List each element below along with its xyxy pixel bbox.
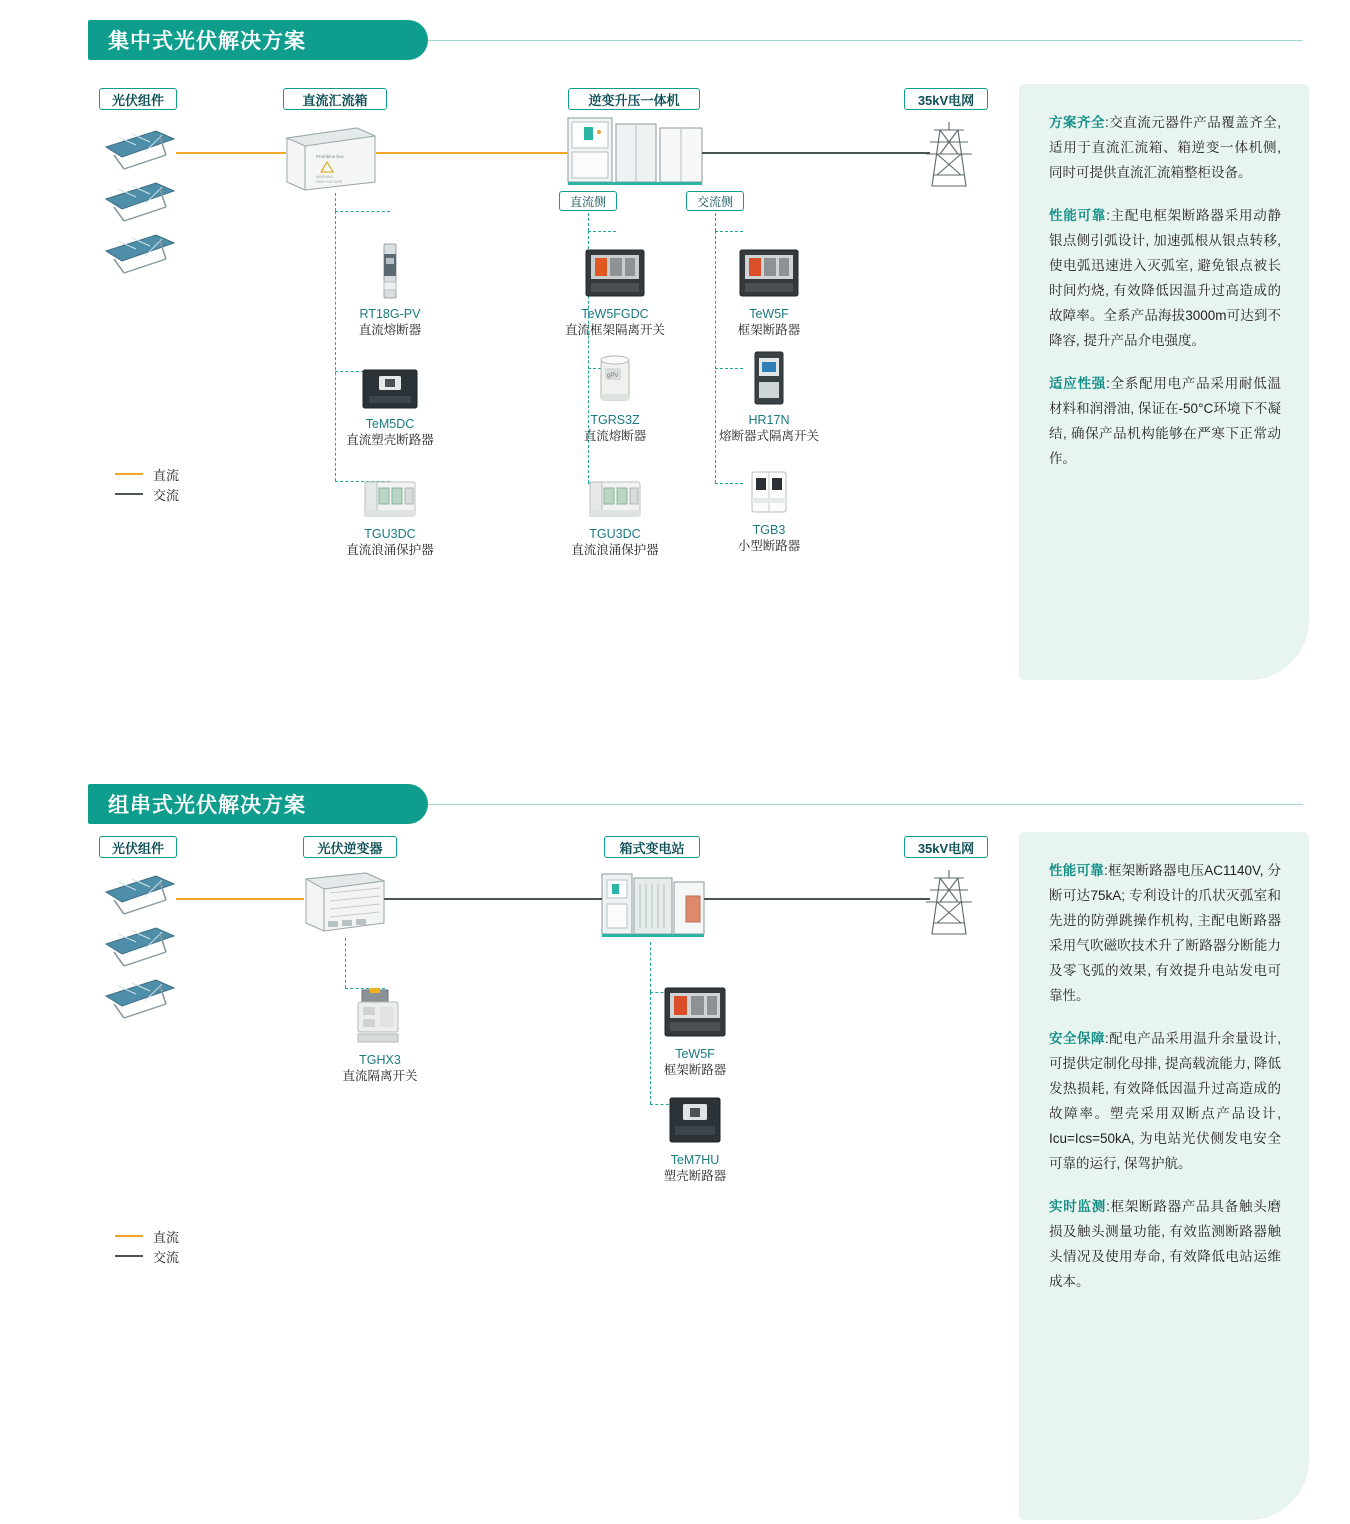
stage-label-pv-inverter: 光伏逆变器 (303, 836, 397, 858)
sub-label-dc-side: 直流侧 (559, 191, 617, 211)
device-item (315, 352, 465, 448)
info-text: :交直流元器件产品覆盖齐全, 适用于直流汇流箱、箱逆变一体机侧, 同时可提供直流汇流箱整柜设备。 (1049, 115, 1281, 180)
info-panel-centralized (1019, 84, 1309, 680)
legend-label-ac: 交流 (153, 487, 180, 503)
miniature-breaker-icon (694, 458, 844, 516)
legend-swatch-dc (115, 473, 143, 475)
transmission-tower-icon (920, 120, 978, 193)
section-title-banner (88, 784, 428, 824)
svg-text:gPV: gPV (607, 373, 619, 379)
info-text: :全系配用电产品采用耐低温材料和润滑油, 保证在-50°C环境下不凝结, 确保产品机构能够在严寒下正常动作。 (1049, 376, 1281, 466)
section-title-banner (88, 20, 428, 60)
device-name: TGU3DC (589, 527, 641, 541)
device-desc: 直流隔离开关 (342, 1069, 418, 1083)
device-item (315, 462, 465, 558)
legend-label-dc: 直流 (153, 1229, 180, 1245)
legend (115, 1226, 179, 1266)
svg-text:WARNING: WARNING (316, 175, 334, 179)
device-desc: 塑壳断路器 (663, 1169, 727, 1183)
info-paragraph (1049, 203, 1281, 353)
device-name: TGU3DC (364, 527, 416, 541)
legend-label-dc: 直流 (153, 467, 180, 483)
pv-panels-icon (100, 125, 186, 295)
device-desc: 直流框架隔离开关 (564, 323, 665, 337)
ac-line-inverter-to-substation (384, 898, 602, 900)
dc-line-combiner-to-inverter (376, 152, 568, 154)
device-name: TGHX3 (359, 1053, 401, 1067)
info-panel-string (1019, 832, 1309, 1520)
svg-text:!: ! (323, 167, 325, 172)
transmission-tower-icon (920, 868, 978, 941)
info-text: :框架断路器产品具备触头磨损及触头测量功能, 有效监测断路器触头情况及使用寿命, 有效降低电站运维成本。 (1049, 1199, 1281, 1289)
info-paragraph (1049, 1194, 1281, 1294)
info-lead: 方案齐全 (1049, 115, 1105, 130)
device-item (540, 242, 690, 338)
device-item (694, 242, 844, 338)
device-name: TGRS3Z (590, 413, 640, 427)
info-text: :框架断路器电压AC1140V, 分断可达75kA; 专利设计的爪状灭弧室和先进的防弹跳操作机构, 主配电断路器采用气吹磁吹技术升了断路器分断能力及零飞弧的效果, 有效提升电站发电可靠性。 (1049, 863, 1281, 1003)
air-circuit-breaker-icon (620, 982, 770, 1040)
pv-module-array (100, 870, 186, 1045)
dc-line-pv-to-combiner (176, 152, 286, 154)
device-name: TeM7HU (670, 1153, 720, 1167)
info-text: :主配电框架断路器采用动静银点侧引弧设计, 加速弧根从银点转移, 使电弧迅速进入灭弧室, 避免银点被长时间灼烧, 有效降低因温升过高造成的故障率。全系产品海拔3000m可达到不降容, 提升产品介电强度。 (1049, 208, 1281, 348)
legend-row-ac (115, 484, 179, 504)
device-name: TeM5DC (365, 417, 415, 431)
device-name: TeW5F (675, 1047, 715, 1061)
dash-acside-h1 (715, 231, 743, 232)
device-name: TeW5F (749, 307, 789, 321)
molded-case-breaker-icon (315, 352, 465, 410)
string-inverter-icon (300, 869, 390, 942)
stage-label-box-substation: 箱式变电站 (604, 836, 700, 858)
air-circuit-breaker-icon (694, 242, 844, 300)
device-desc: 直流熔断器 (358, 323, 422, 337)
info-lead: 性能可靠 (1049, 208, 1107, 223)
info-paragraph (1049, 1026, 1281, 1176)
dash-combiner-h (335, 211, 390, 212)
device-desc: 直流塑壳断路器 (346, 433, 434, 447)
device-desc: 熔断器式隔离开关 (718, 429, 819, 443)
inverter-booster-cabinet-icon (566, 110, 706, 193)
device-desc: 框架断路器 (737, 323, 801, 337)
stage-label-pv-module: 光伏组件 (99, 836, 177, 858)
device-name: TeW5FGDC (581, 307, 649, 321)
info-lead: 安全保障 (1049, 1031, 1105, 1046)
legend (115, 464, 179, 504)
legend-swatch-ac (115, 1255, 143, 1257)
device-item (540, 462, 690, 558)
info-text: :配电产品采用温升余量设计, 可提供定制化母排, 提高载流能力, 降低发热损耗, 有效降低因温升过高造成的故障率。塑壳采用双断点产品设计, Icu=Ics=50kA, 为电站光伏侧发电安全可靠的运行, 保驾护航。 (1049, 1031, 1281, 1171)
device-item (620, 1088, 770, 1184)
pv-module-array (100, 125, 186, 300)
molded-case-breaker-icon (620, 1088, 770, 1146)
device-item (620, 982, 770, 1078)
section-title: 集中式光伏解决方案 (108, 30, 306, 53)
stage-label-grid: 35kV电网 (904, 836, 988, 858)
dash-dcside-h1 (588, 231, 616, 232)
stage-label-inverter-booster: 逆变升压一体机 (568, 88, 700, 110)
info-paragraph (1049, 371, 1281, 471)
cylindrical-fuse-icon (540, 348, 690, 406)
legend-swatch-dc (115, 1235, 143, 1237)
info-lead: 适应性强 (1049, 376, 1107, 391)
fuse-holder-icon (315, 242, 465, 300)
box-substation-icon (600, 862, 708, 947)
dc-combiner-box-icon (283, 124, 379, 197)
device-item (694, 458, 844, 554)
dc-line-pv-to-inverter (176, 898, 304, 900)
device-item (305, 988, 455, 1084)
info-paragraph (1049, 858, 1281, 1008)
legend-swatch-ac (115, 493, 143, 495)
info-lead: 性能可靠 (1049, 863, 1104, 878)
surge-protector-icon (540, 462, 690, 520)
fuse-switch-disconnector-icon (694, 348, 844, 406)
device-name: TGB3 (752, 523, 786, 537)
device-desc: 直流浪涌保护器 (571, 543, 659, 557)
legend-row-ac (115, 1246, 179, 1266)
stage-label-grid: 35kV电网 (904, 88, 988, 110)
section-string-pv (0, 752, 1350, 1524)
device-name: RT18G-PV (359, 307, 421, 321)
dash-inverter-stem (345, 938, 346, 988)
device-name: HR17N (748, 413, 790, 427)
device-desc: 小型断路器 (737, 539, 801, 553)
dash-acside-stem (715, 213, 716, 231)
section-title: 组串式光伏解决方案 (108, 794, 306, 817)
rotary-isolator-icon (305, 988, 455, 1046)
info-lead: 实时监测 (1049, 1199, 1107, 1214)
device-desc: 直流熔断器 (583, 429, 647, 443)
device-item (315, 242, 465, 338)
legend-row-dc (115, 1226, 179, 1246)
device-item (694, 348, 844, 444)
section-centralized-pv (0, 0, 1350, 740)
device-desc: 直流浪涌保护器 (346, 543, 434, 557)
legend-row-dc (115, 464, 179, 484)
svg-text:Prombine box: Prombine box (316, 154, 344, 159)
stage-label-pv-module: 光伏组件 (99, 88, 177, 110)
device-desc: 框架断路器 (663, 1063, 727, 1077)
dash-combiner-stem (335, 193, 336, 211)
legend-label-ac: 交流 (153, 1249, 180, 1265)
sub-label-ac-side: 交流侧 (686, 191, 744, 211)
dash-dcside-stem (588, 213, 589, 231)
ac-line-inverter-to-grid (702, 152, 930, 154)
stage-label-dc-combiner: 直流汇流箱 (283, 88, 387, 110)
frame-isolator-icon (540, 242, 690, 300)
svg-text:HIGH VOLTAGE: HIGH VOLTAGE (316, 180, 343, 184)
device-item (540, 348, 690, 444)
ac-line-substation-to-grid (704, 898, 930, 900)
info-paragraph (1049, 110, 1281, 185)
surge-protector-icon (315, 462, 465, 520)
